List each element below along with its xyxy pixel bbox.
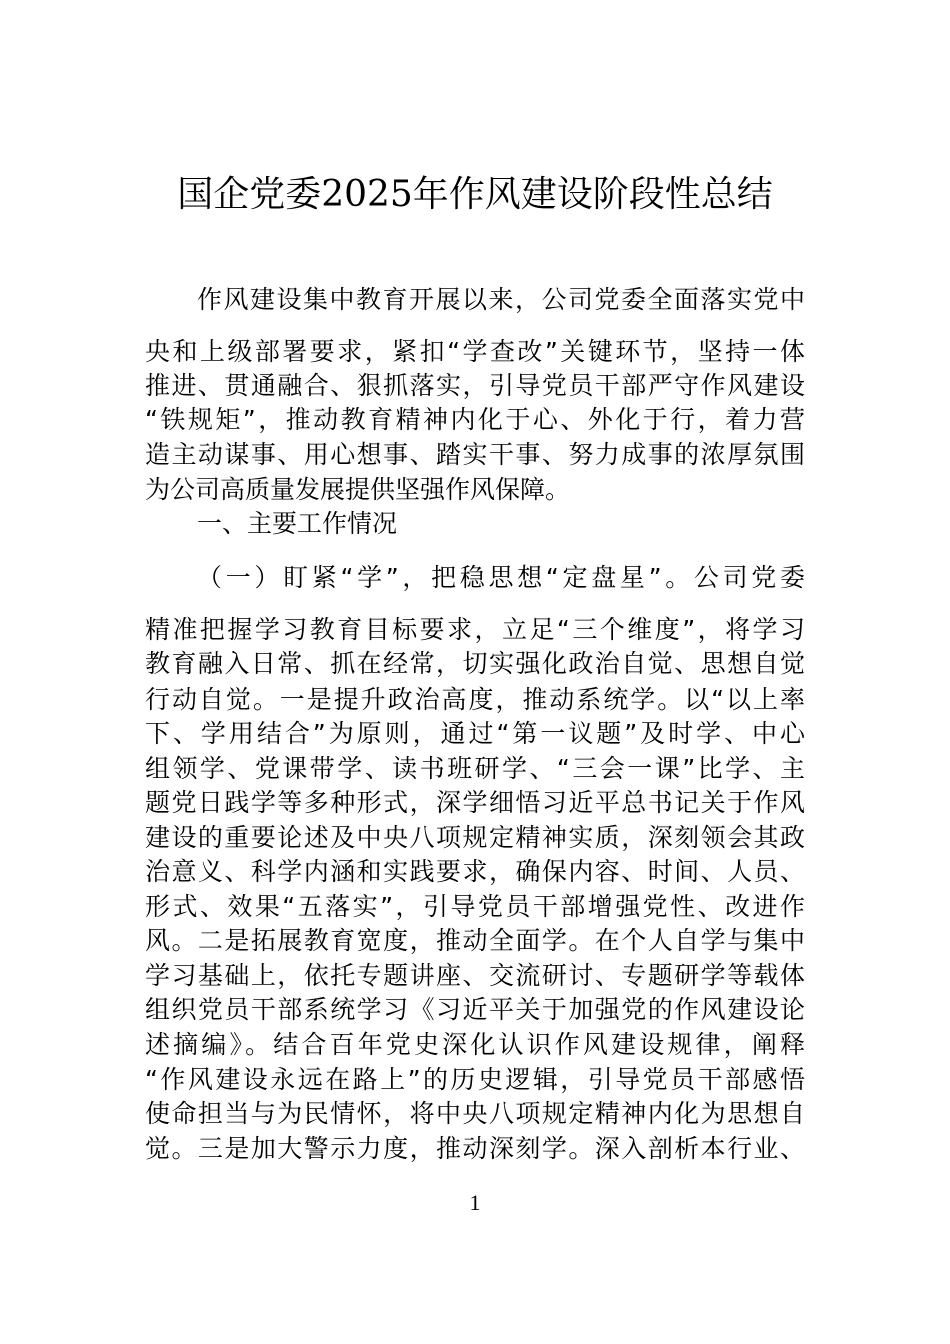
paragraph-line: 教育融入日常、抓在经常，切实强化政治自觉、思想自觉 <box>145 649 805 678</box>
paragraph-line: 精准把握学习教育目标要求，立足“三个维度”，将学习 <box>145 615 805 644</box>
paragraph-line: 建设的重要论述及中央八项规定精神实质，深刻领会其政 <box>145 823 805 852</box>
paragraph-line: “铁规矩”，推动教育精神内化于心、外化于行，着力营 <box>145 405 805 434</box>
page-number: 1 <box>469 1190 481 1215</box>
paragraph-line: 形式、效果“五落实”，引导党员干部增强党性、改进作 <box>145 892 805 921</box>
paragraph-line: 使命担当与为民情怀，将中央八项规定精神内化为思想自 <box>145 1099 805 1128</box>
paragraph-line: 下、学用结合”为原则，通过“第一议题”及时学、中心 <box>145 719 805 748</box>
paragraph-line: 觉。三是加大警示力度，推动深刻学。深入剖析本行业、 <box>145 1134 805 1163</box>
paragraph-line: 造主动谋事、用心想事、踏实干事、努力成事的浓厚氛围 <box>145 440 805 469</box>
section-heading: 一、主要工作情况 <box>197 509 398 538</box>
paragraph-line: 风。二是拓展教育宽度，推动全面学。在个人自学与集中 <box>145 926 805 955</box>
paragraph-line: 治意义、科学内涵和实践要求，确保内容、时间、人员、 <box>145 857 805 886</box>
paragraph-line: 组织党员干部系统学习《习近平关于加强党的作风建设论 <box>145 995 805 1024</box>
paragraph-line: 组领学、党课带学、读书班研学、“三会一课”比学、主 <box>145 754 805 783</box>
document-title: 国企党委2025年作风建设阶段性总结 <box>177 174 773 215</box>
paragraph-line: （一）盯紧“学”，把稳思想“定盘星”。公司党委 <box>197 563 805 592</box>
paragraph-line: 作风建设集中教育开展以来，公司党委全面落实党中 <box>197 285 805 314</box>
paragraph-line: 题党日践学等多种形式，深学细悟习近平总书记关于作风 <box>145 788 805 817</box>
paragraph-line: 述摘编》。结合百年党史深化认识作风建设规律，阐释 <box>145 1030 805 1059</box>
paragraph-line: 学习基础上，依托专题讲座、交流研讨、专题研学等载体 <box>145 961 805 990</box>
paragraph-line: 央和上级部署要求，紧扣“学查改”关键环节，坚持一体 <box>145 337 805 366</box>
paragraph-line: “作风建设永远在路上”的历史逻辑，引导党员干部感悟 <box>145 1065 805 1094</box>
paragraph-line: 行动自觉。一是提升政治高度，推动系统学。以“以上率 <box>145 685 805 714</box>
paragraph-line: 为公司高质量发展提供坚强作风保障。 <box>145 475 571 504</box>
paragraph-line: 推进、贯通融合、狠抓落实，引导党员干部严守作风建设 <box>145 371 805 400</box>
